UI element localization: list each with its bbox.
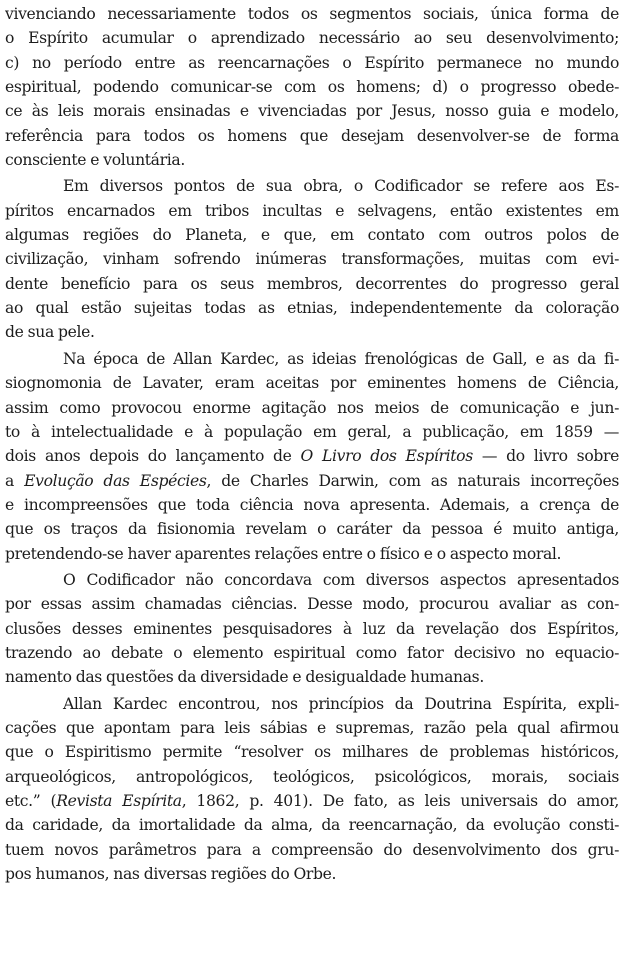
text-line: que o Espiritismo permite “resolver os milhares de problemas históricos, (5, 743, 619, 762)
text-line: arqueológicos, antropológicos, teológicos, psicológicos, morais, sociais (5, 767, 619, 786)
text-line: Allan Kardec encontrou, nos princípios da Doutrina Espírita, expli- (63, 694, 619, 713)
text-line: pretendendo-se haver aparentes relações entre o físico e o aspecto moral. (5, 544, 562, 563)
text-line: namento das questões da diversidade e desigualdade humanas. (5, 668, 484, 687)
book-title: Evolução das Espécies (24, 471, 207, 490)
text-line: trazendo ao debate o elemento espiritual como fator decisivo no equacio- (5, 643, 619, 662)
text-line: da caridade, da imortalidade da alma, da reencarnação, da evolução consti- (5, 816, 619, 835)
text-line: cações que apontam para leis sábias e supremas, razão pela qual afirmou (5, 718, 619, 737)
text-line: a Evolução das Espécies, de Charles Darwin, com as naturais incorreções (5, 471, 619, 490)
text-line: o Espírito acumular o aprendizado necessário ao seu desenvolvimento; (5, 29, 619, 48)
journal-title: Revista Espírita (56, 792, 182, 810)
book-title: O Livro dos Espíritos (300, 447, 473, 466)
text-line: O Codificador não concordava com diversos aspectos apresentados (63, 570, 619, 589)
text-line: de sua pele. (5, 323, 95, 342)
text-line: espiritual, podendo comunicar-se com os homens; d) o progresso obede- (5, 78, 619, 97)
text-line: por essas assim chamadas ciências. Desse modo, procurou avaliar as con- (5, 595, 619, 614)
text-line: referência para todos os homens que desejam desenvolver-se de forma (5, 126, 619, 145)
text-line: assim como provocou enorme agitação nos meios de comunicação e jun- (5, 398, 619, 417)
text-line: pos humanos, nas diversas regiões do Orbe. (5, 865, 337, 884)
text-line: c) no período entre as reencarnações o Espírito permanece no mundo (5, 53, 619, 72)
text-line: siognomonia de Lavater, eram aceitas por eminentes homens de Ciência, (5, 374, 619, 393)
text-line: etc.” (Revista Espírita, 1862, p. 401). De fato, as leis universais do amor, (5, 792, 619, 810)
text-line: Na época de Allan Kardec, as ideias frenológicas de Gall, e as da fi- (63, 349, 619, 368)
text-line: clusões desses eminentes pesquisadores à luz da revelação dos Espíritos, (5, 619, 619, 638)
text-line: píritos encarnados em tribos incultas e selvagens, então existentes em (5, 201, 619, 220)
text-line: que os traços da fisionomia revelam o caráter da pessoa é muito antiga, (5, 520, 619, 539)
text-line: dente benefício para os seus membros, decorrentes do progresso geral (5, 274, 619, 293)
text-line: algumas regiões do Planeta, e que, em contato com outros polos de (5, 226, 619, 245)
text-line: to à intelectualidade e à população em geral, a publicação, em 1859 — (5, 422, 619, 441)
text-line: civilização, vinham sofrendo inúmeras transformações, muitas com evi- (5, 250, 619, 269)
text-line: e incompreensões que toda ciência nova apresenta. Ademais, a crença de (5, 495, 619, 514)
text-line: consciente e voluntária. (5, 151, 185, 170)
text-line: dois anos depois do lançamento de O Livro dos Espíritos — do livro sobre (5, 447, 619, 466)
text-line: tuem novos parâmetros para a compreensão do desenvolvimento dos gru- (5, 840, 619, 859)
text-line: vivenciando necessariamente todos os segmentos sociais, única forma de (5, 5, 619, 23)
text-line: ao qual estão sujeitas todas as etnias, independentemente da coloração (5, 299, 619, 318)
text-line: Em diversos pontos de sua obra, o Codificador se refere aos Es- (63, 177, 619, 196)
text-line: ce às leis morais ensinadas e vivenciadas por Jesus, nosso guia e modelo, (5, 102, 619, 121)
